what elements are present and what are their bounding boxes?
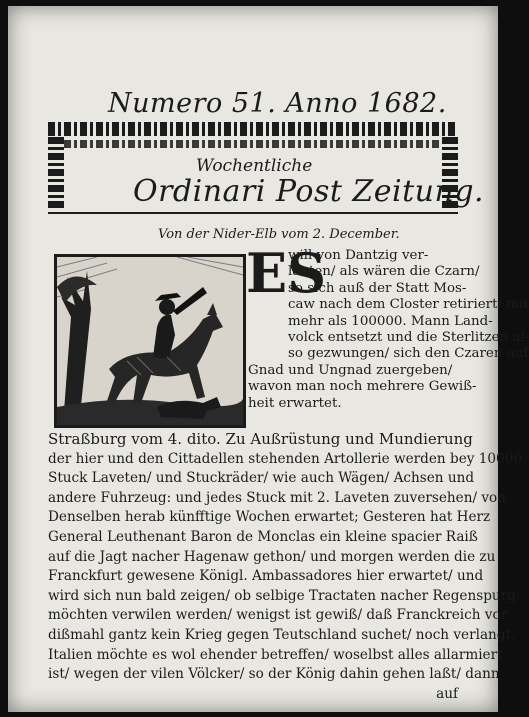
article-1-line: Gnad und Ungnad zuergeben/ [248, 362, 453, 378]
woodcut-horseman-icon [57, 257, 243, 425]
article-2-line: dißmahl gantz kein Krieg gegen Teutschland suchet/ noch verlangt. [48, 626, 516, 643]
article-2-line: auf die Jagt nacher Hagenaw gethon/ und morgen werden die zu [48, 548, 496, 565]
woodcut-illustration [54, 254, 246, 428]
article-2-line: Stuck Laveten/ und Stuckräder/ wie auch Wägen/ Achsen und [48, 470, 475, 487]
article-2-body [48, 430, 522, 704]
dateline: Von der Nider-Elb vom 2. December. [158, 227, 400, 242]
article-2-line: Italien möchte es wol ehender betreffen/ woselbst alles allarmiert [48, 646, 503, 663]
article-2-line: möchten verwilen werden/ wenigst ist gewiß/ daß Franckreich vor [48, 607, 508, 624]
masthead-ornament-left [48, 136, 64, 208]
newspaper-page [8, 6, 529, 712]
drop-cap-initial: ES [246, 241, 327, 305]
masthead-title: Ordinari Post Zeitung. [133, 174, 485, 209]
article-2-line: General Leuthenant Baron de Monclas ein kleine spacier Raiß [48, 528, 478, 545]
article-2-line: Denselben herab künfftige Wochen erwartet; Gesteren hat Herz [48, 509, 491, 526]
masthead-ornament-top [48, 122, 458, 136]
article-1-line: caw nach dem Closter retiriert/ mit [288, 297, 529, 313]
article-2-line: Franckfurt gewesene Königl. Ambassadores hier erwartet/ und [48, 568, 484, 585]
article-1-column [248, 248, 529, 412]
issue-number-heading: Numero 51. Anno 1682. [108, 88, 447, 119]
masthead-ornament-mid [48, 140, 458, 148]
article-1-line: wavon man noch mehrere Gewiß- [248, 379, 477, 395]
article-1-line: volck entsetzt und die Sterlitzen al- [288, 330, 529, 346]
article-1-line: heit erwartet. [248, 395, 342, 411]
article-2-line: wird sich nun bald zeigen/ ob selbige Tractaten nacher Regenspurg [48, 587, 516, 604]
article-1-line: will von Dantzig ver- [288, 248, 429, 263]
article-1-line: lauten/ als wären die Czarn/ [288, 264, 480, 280]
article-2-line: ist/ wegen der vilen Völcker/ so der König dahin gehen laßt/ dann [48, 666, 500, 683]
masthead-subtitle: Wochentliche [196, 156, 313, 176]
masthead-rule [48, 212, 458, 214]
article-1-line: so sich auß der Statt Mos- [288, 280, 467, 296]
article-2-line: andere Fuhrzeug: und jedes Stuck mit 2. Laveten zuversehen/ von [48, 489, 506, 506]
article-2-line: der hier und den Cittadellen stehenden Artollerie werden bey 10000 [48, 450, 522, 467]
catchword: auf [436, 685, 458, 702]
article-2-lead-line: Straßburg vom 4. dito. Zu Außrüstung und Mundierung [48, 430, 473, 448]
article-1-line: mehr als 100000. Mann Land- [288, 313, 493, 329]
article-1-line: so gezwungen/ sich den Czaren auf [288, 346, 529, 362]
